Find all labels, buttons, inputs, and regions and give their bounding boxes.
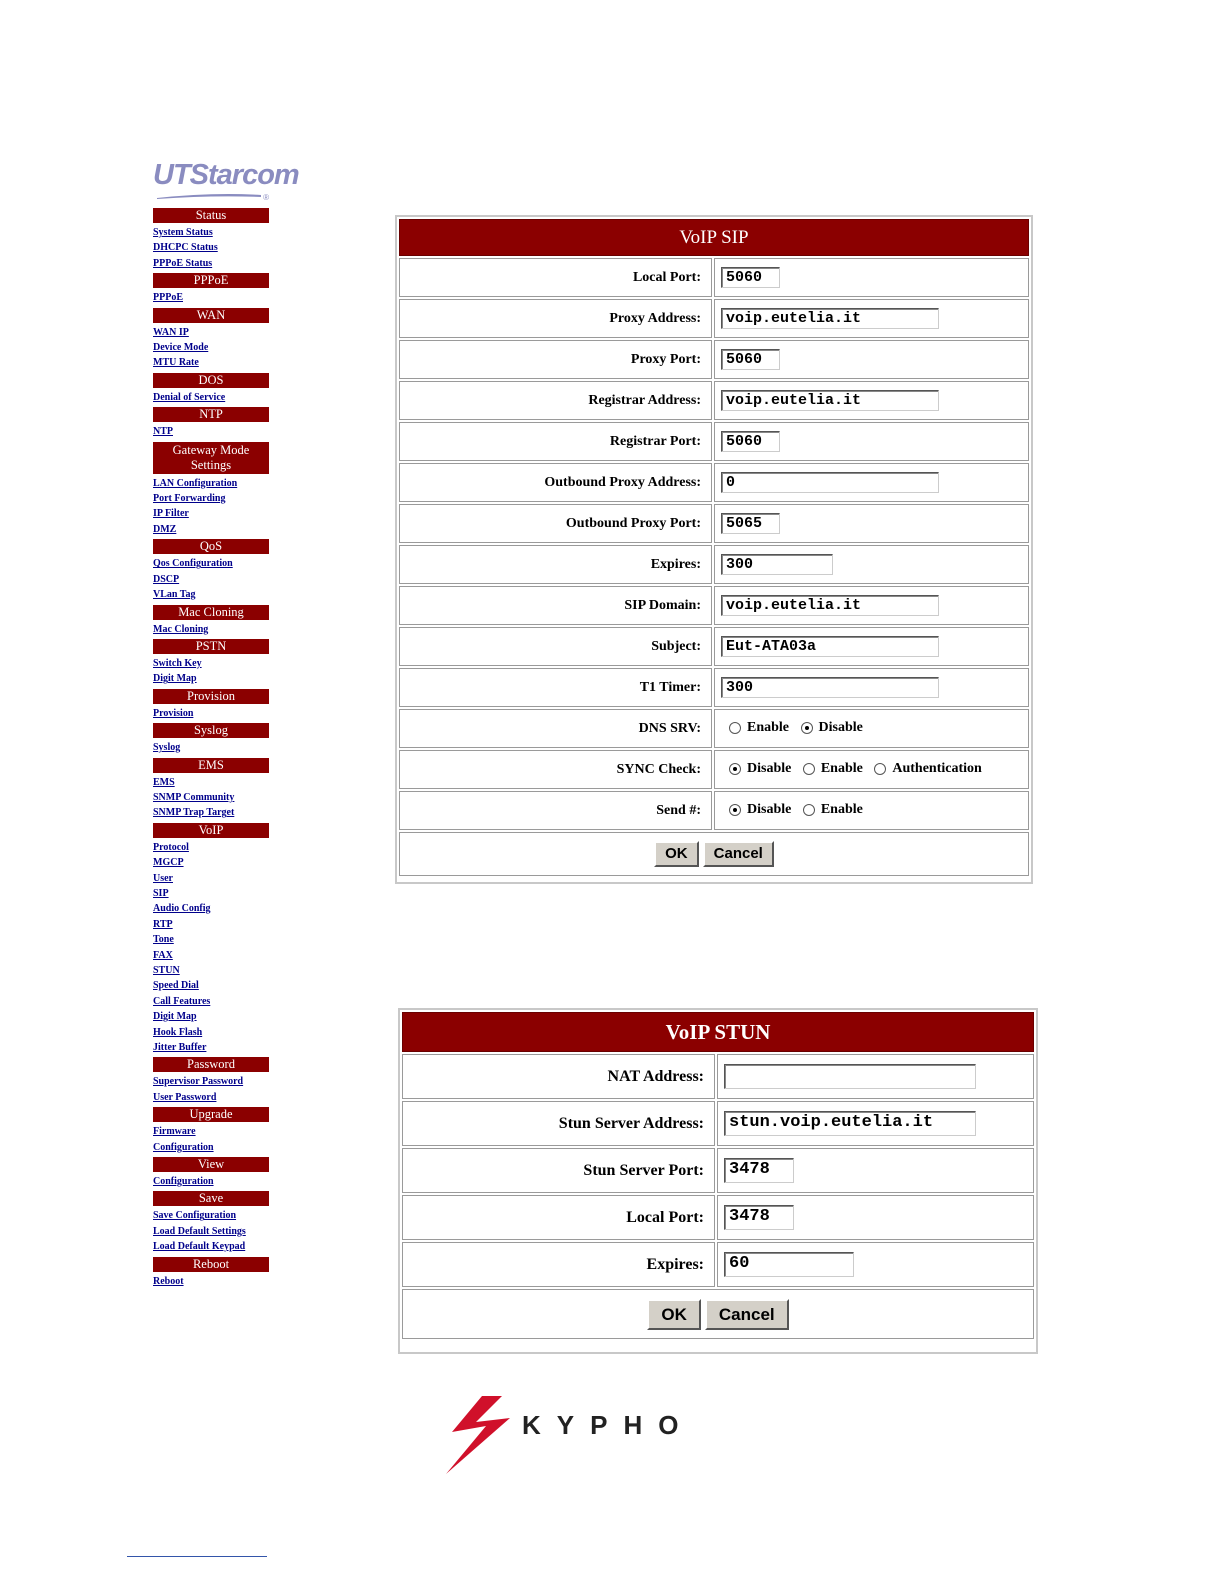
sidebar-section-header: Upgrade xyxy=(153,1107,269,1122)
utstarcom-logo xyxy=(153,159,299,206)
outbound-proxy-address-label: Outbound Proxy Address: xyxy=(399,463,712,502)
stun-local-port-label: Local Port: xyxy=(402,1195,715,1240)
sidebar-link[interactable]: Tone xyxy=(153,934,174,946)
form-row-sip-domain xyxy=(399,586,1029,625)
sidebar-link[interactable]: Mac Cloning xyxy=(153,623,209,635)
sidebar-section-header: Gateway Mode Settings xyxy=(153,442,269,474)
sync-check-enable-radio[interactable] xyxy=(803,763,815,775)
sidebar-link[interactable]: User xyxy=(153,872,173,884)
sidebar-link[interactable]: DMZ xyxy=(153,523,177,535)
sidebar-link[interactable]: Supervisor Password xyxy=(153,1076,244,1088)
registrar-address-input[interactable]: voip.eutelia.it xyxy=(721,390,939,411)
sidebar-link[interactable]: DHCPC Status xyxy=(153,242,218,254)
form-row-stun-local-port xyxy=(402,1195,1034,1240)
sync-check-disable-radio[interactable] xyxy=(729,763,741,775)
subject-label: Subject: xyxy=(399,627,712,666)
sidebar-link[interactable]: NTP xyxy=(153,426,173,438)
sidebar-section-header: Syslog xyxy=(153,723,269,738)
dns-srv-disable-radio[interactable] xyxy=(801,722,813,734)
t1-timer-label: T1 Timer: xyxy=(399,668,712,707)
sidebar-link[interactable]: SNMP Community xyxy=(153,791,235,803)
sidebar-link[interactable]: Audio Config xyxy=(153,903,211,915)
sidebar-link[interactable]: MGCP xyxy=(153,857,184,869)
sidebar-link[interactable]: Protocol xyxy=(153,841,189,853)
sidebar-section-header: Mac Cloning xyxy=(153,605,269,620)
sidebar-link[interactable]: SNMP Trap Target xyxy=(153,807,235,819)
send-hash-disable-radio[interactable] xyxy=(729,804,741,816)
proxy-port-input[interactable]: 5060 xyxy=(721,349,780,370)
sidebar-link[interactable]: Call Features xyxy=(153,995,211,1007)
form-row-stun-server-port xyxy=(402,1148,1034,1193)
stun-server-port-input[interactable]: 3478 xyxy=(724,1158,794,1183)
local-port-label: Local Port: xyxy=(399,258,712,297)
sidebar-link[interactable]: Device Mode xyxy=(153,342,209,354)
sidebar-section-header: EMS xyxy=(153,758,269,773)
logo-text: UTStarcom xyxy=(153,159,299,191)
sidebar-section-header: Save xyxy=(153,1191,269,1206)
sidebar-link[interactable]: Switch Key xyxy=(153,657,202,669)
proxy-address-input[interactable]: voip.eutelia.it xyxy=(721,308,939,329)
dns-srv-label: DNS SRV: xyxy=(399,709,712,748)
sync-check-authentication-label: Authentication xyxy=(892,761,982,777)
sidebar-link[interactable]: Jitter Buffer xyxy=(153,1042,207,1054)
outbound-proxy-address-input[interactable]: 0 xyxy=(721,472,939,493)
sidebar-section-header: PPPoE xyxy=(153,273,269,288)
sidebar-link[interactable]: Qos Configuration xyxy=(153,558,233,570)
dns-srv-disable-label: Disable xyxy=(818,720,863,736)
sync-check-enable-label: Enable xyxy=(820,761,863,777)
stun-ok-button[interactable]: OK xyxy=(647,1299,701,1330)
sidebar-section-header: Provision xyxy=(153,689,269,704)
sidebar-link[interactable]: STUN xyxy=(153,965,180,976)
form-row-nat-address xyxy=(402,1054,1034,1099)
expires-label: Expires: xyxy=(399,545,712,584)
sidebar-link[interactable]: Digit Map xyxy=(153,673,197,685)
sidebar-link[interactable]: Port Forwarding xyxy=(153,493,226,505)
form-row-t1-timer xyxy=(399,668,1029,707)
sip-cancel-button[interactable]: Cancel xyxy=(703,841,774,867)
sidebar-link[interactable]: Save Configuration xyxy=(153,1210,237,1222)
footer-divider xyxy=(127,1556,267,1557)
form-row-dns-srv xyxy=(399,709,1029,748)
subject-input[interactable]: Eut-ATA03a xyxy=(721,636,939,657)
form-row-registrar-port xyxy=(399,422,1029,461)
sidebar-link[interactable]: User Password xyxy=(153,1091,217,1103)
proxy-address-label: Proxy Address: xyxy=(399,299,712,338)
dns-srv-enable-radio[interactable] xyxy=(729,722,741,734)
skypho-logo xyxy=(430,1388,752,1476)
logo-registered-mark: ® xyxy=(263,193,269,202)
sidebar-section-header: PSTN xyxy=(153,639,269,654)
stun-expires-label: Expires: xyxy=(402,1242,715,1287)
registrar-port-label: Registrar Port: xyxy=(399,422,712,461)
form-row-subject xyxy=(399,627,1029,666)
local-port-input[interactable]: 5060 xyxy=(721,267,780,288)
sync-check-authentication-radio[interactable] xyxy=(874,763,886,775)
sidebar-section-header: VoIP xyxy=(153,823,269,838)
sidebar-section-header: DOS xyxy=(153,373,269,388)
outbound-proxy-port-input[interactable]: 5065 xyxy=(721,513,780,534)
sidebar-link[interactable]: EMS xyxy=(153,776,175,788)
sync-check-disable-label: Disable xyxy=(747,761,792,777)
sidebar-section-header: Status xyxy=(153,208,269,223)
registrar-address-label: Registrar Address: xyxy=(399,381,712,420)
skypho-logo-text: KYPHO xyxy=(522,1410,695,1440)
sidebar-section-header: QoS xyxy=(153,539,269,554)
sip-ok-button[interactable]: OK xyxy=(654,841,699,867)
form-row-proxy-port xyxy=(399,340,1029,379)
form-row-outbound-proxy-port xyxy=(399,504,1029,543)
logo-swoosh xyxy=(157,193,269,199)
sidebar-section-header: NTP xyxy=(153,407,269,422)
sip-button-row xyxy=(399,832,1029,876)
sync-check-label: SYNC Check: xyxy=(399,750,712,789)
sidebar-link[interactable]: Digit Map xyxy=(153,1011,197,1023)
expires-input[interactable]: 300 xyxy=(721,554,833,575)
send-hash-enable-radio[interactable] xyxy=(803,804,815,816)
form-row-stun-server-address xyxy=(402,1101,1034,1146)
sidebar-link[interactable]: Hook Flash xyxy=(153,1026,203,1038)
form-row-registrar-address xyxy=(399,381,1029,420)
outbound-proxy-port-label: Outbound Proxy Port: xyxy=(399,504,712,543)
stun-cancel-button[interactable]: Cancel xyxy=(705,1299,789,1330)
stun-server-port-label: Stun Server Port: xyxy=(402,1148,715,1193)
stun-server-address-label: Stun Server Address: xyxy=(402,1101,715,1146)
sidebar-link[interactable]: IP Filter xyxy=(153,508,189,520)
t1-timer-input[interactable]: 300 xyxy=(721,677,939,698)
form-row-proxy-address xyxy=(399,299,1029,338)
sidebar-link[interactable]: DSCP xyxy=(153,573,180,585)
voip-sip-form xyxy=(397,217,1031,878)
sidebar-link[interactable]: Provision xyxy=(153,707,194,719)
form-row-local-port xyxy=(399,258,1029,297)
sidebar-link[interactable]: Reboot xyxy=(153,1275,184,1287)
sidebar-section-header: View xyxy=(153,1157,269,1172)
send-hash-enable-label: Enable xyxy=(820,802,863,818)
sidebar-section-header: WAN xyxy=(153,308,269,323)
form-row-expires xyxy=(399,545,1029,584)
voip-stun-panel xyxy=(398,1008,1038,1354)
sidebar-link[interactable]: Syslog xyxy=(153,742,181,754)
sidebar-link[interactable]: Configuration xyxy=(153,1176,214,1188)
sidebar-link[interactable]: Load Default Settings xyxy=(153,1225,246,1237)
sidebar-nav xyxy=(153,206,269,1289)
sidebar-link[interactable]: MTU Rate xyxy=(153,357,199,369)
proxy-port-label: Proxy Port: xyxy=(399,340,712,379)
sidebar-link[interactable]: Configuration xyxy=(153,1141,214,1153)
voip-sip-panel xyxy=(395,215,1033,884)
sidebar-link[interactable]: Speed Dial xyxy=(153,980,199,992)
sidebar-link[interactable]: FAX xyxy=(153,949,173,961)
sidebar-link[interactable]: System Status xyxy=(153,227,213,238)
voip-stun-form xyxy=(400,1010,1036,1341)
stun-server-address-input[interactable]: stun.voip.eutelia.it xyxy=(724,1111,976,1136)
stun-button-row xyxy=(402,1289,1034,1339)
sidebar-section-header: Password xyxy=(153,1057,269,1072)
sidebar-link[interactable]: VLan Tag xyxy=(153,589,196,601)
voip-stun-title: VoIP STUN xyxy=(402,1012,1034,1052)
sidebar-link[interactable]: RTP xyxy=(153,918,173,930)
sidebar-link[interactable]: PPPoE Status xyxy=(153,257,213,269)
sidebar-link[interactable]: Load Default Keypad xyxy=(153,1241,246,1253)
sidebar-section-header: Reboot xyxy=(153,1257,269,1272)
sidebar-link[interactable]: LAN Configuration xyxy=(153,477,238,489)
registrar-port-input[interactable]: 5060 xyxy=(721,431,780,452)
sidebar-link[interactable]: Denial of Service xyxy=(153,391,226,403)
stun-expires-input[interactable]: 60 xyxy=(724,1252,854,1277)
sidebar-link[interactable]: WAN IP xyxy=(153,326,189,338)
voip-sip-title: VoIP SIP xyxy=(399,219,1029,256)
form-row-sync-check xyxy=(399,750,1029,789)
sidebar-link[interactable]: Firmware xyxy=(153,1126,196,1138)
nat-address-input[interactable] xyxy=(724,1064,976,1089)
form-row-stun-expires xyxy=(402,1242,1034,1287)
sidebar-link[interactable]: SIP xyxy=(153,887,169,899)
send-hash-disable-label: Disable xyxy=(747,802,792,818)
send-hash-label: Send #: xyxy=(399,791,712,830)
sidebar-link[interactable]: PPPoE xyxy=(153,292,183,304)
sip-domain-input[interactable]: voip.eutelia.it xyxy=(721,595,939,616)
sip-domain-label: SIP Domain: xyxy=(399,586,712,625)
form-row-outbound-proxy-address xyxy=(399,463,1029,502)
stun-local-port-input[interactable]: 3478 xyxy=(724,1205,794,1230)
form-row-send-hash xyxy=(399,791,1029,830)
dns-srv-enable-label: Enable xyxy=(747,720,790,736)
nat-address-label: NAT Address: xyxy=(402,1054,715,1099)
